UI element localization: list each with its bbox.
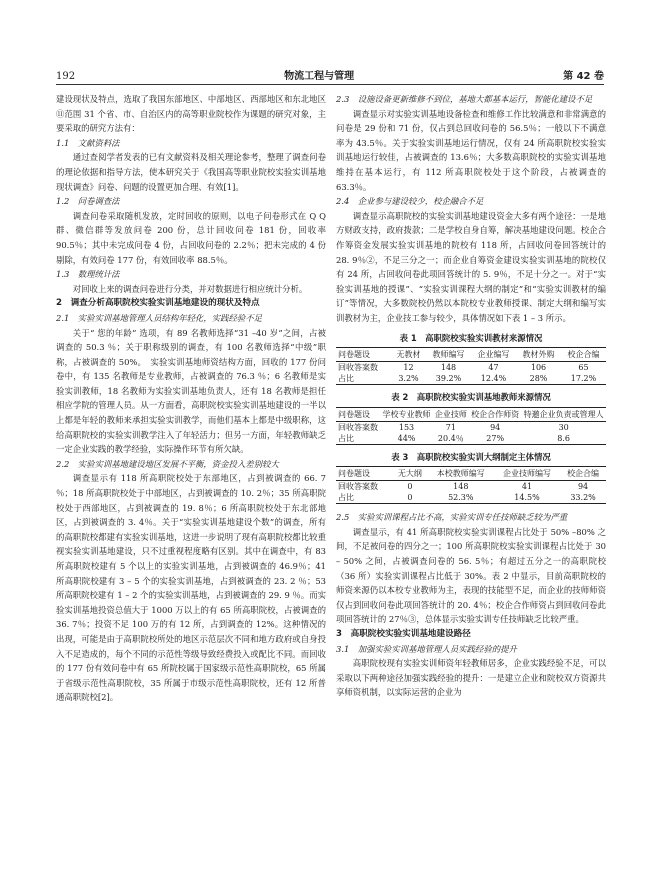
page-header bbox=[56, 66, 604, 85]
table-row bbox=[336, 373, 606, 385]
table-row bbox=[336, 433, 606, 445]
table-cell: 占比 bbox=[336, 373, 391, 385]
table-cell: 14.5% bbox=[494, 492, 560, 504]
table-header-cell: 学校专业教师 bbox=[380, 407, 432, 421]
subsection-heading: 1.3 数理统计法 bbox=[56, 269, 120, 280]
table-header-cell: 问卷题设 bbox=[336, 348, 391, 362]
table1 bbox=[336, 347, 606, 385]
table-cell: 52.3% bbox=[428, 492, 494, 504]
paragraph: 调查显示有 118 所高职院校处于东部地区，占到被调查的 66. 7 ％；18 所高职院校处于中部地区，占到被调查的 10. 2％；35 所高职院校处于西部地区，占到被调查的 19. 8％；6 所高职院校处于东北部地区，占到被调查的 3. 4％。关于“实验实训基地建设个数”的调查，所有的高职院校都建有实验实训基地，这进一步说明了现有高职院校都比较重视实验实训基地建设，只不过重视程度略有区别。其中在调查中，有 83 所高职院校建有 5 个以上的实验实训基地，占到被调查的 46.9％；41 所高职院校建有 3 – 5 个的实验实训基地，占到被调查的 23. 2 ％；53 所高职院校建有 1 – 2 个的实验实训基地，占到被调查的 29. 9 ％。而实验实训基地投资总值大于 1000 万以上的有 65 所高职院校，占被调查的 36. 7％；投资不足 100 万的有 12 所，占到调查的 12%。这种情况的出现，可能是由于高职院校所处的地区示范层次不同和地方政府或自身投入不足造成的，每个不同的示范性等级导致经费投入或配比不同。而回收的 177 份有效问卷中有 65 所院校属于国家级示范性高职院校，65 所属于省级示范性高职院校，35 所属于市级示范性高职院校，还有 12 所普通高职院校[2]。 bbox=[56, 473, 326, 703]
section-heading: 2 调查分析高职院校实验实训基地建设的现状及特点 bbox=[56, 298, 260, 309]
table-cell: 39.2% bbox=[426, 373, 471, 385]
table1-caption: 表 1 高职院校实验实训教材来源情况 bbox=[399, 332, 543, 343]
paragraph: 建设现状及特点，选取了我国东部地区、中部地区、西部地区和东北地区⑪范围 31 个省、市、自治区内的高等职业院校作为课题的研究对象，主要采取的研究方法有： bbox=[56, 94, 326, 134]
table-header-cell: 问卷题设 bbox=[336, 407, 380, 421]
table-cell: 17.2% bbox=[561, 373, 606, 385]
table-cell: 12 bbox=[403, 363, 414, 373]
table-cell: 占比 bbox=[336, 492, 392, 504]
table-cell: 30 bbox=[558, 422, 569, 432]
table-cell: 回收答案数 bbox=[338, 482, 378, 492]
table-header-cell: 企业编写 bbox=[471, 348, 516, 362]
paragraph: 调查显示高职院校的实验实训基地建设资金大多有两个途径：一是地方财政支持，政府拨款；二是学校自身自筹，解决基地建设问题。校企合作筹资金发展实验实训基地的院校有 118 所，占回收问卷回答统计的 28. 9％②，不足三分之一；而企业自筹资金建设实验实训基地的院校仅有 24 所，占回收问卷此项回答统计的 5. 9％，不足十分之一。对于“实验实训基地的授课”、“实验实训课程大纲的制定”和“实验实训教材的编订”等情况，大多数院校仍然以本院校专业教师授课、制定大纲和编写实训教材为主，企业技工参与较少，具体情况如下表 1 – 3 所示。 bbox=[336, 210, 606, 323]
paragraph: 调查问卷采取随机发放，定时回收的原则，以电子问卷形式在 Q Q 群、微信群等发放问卷 200 份，总计回收问卷 181 份，回收率 90.5％；其中未完成问卷 4 份，占回收问卷的 2.2％；把未完成的 4 份剔除，有效问卷 177 份，有效回收率 88.5％。 bbox=[56, 210, 326, 265]
table-header-cell: 特邀企业负责或管理人 bbox=[521, 407, 606, 421]
table-row bbox=[336, 421, 606, 433]
table-cell: 27% bbox=[469, 433, 521, 445]
paragraph: 对回收上来的调查问卷进行分类，并对数据进行相应统计分析。 bbox=[72, 283, 308, 294]
paragraph: 高职院校现有实验实训师资年轻教师居多，企业实践经验不足，可以采取以下两种途径加强实践经验的提升：一是建立企业和院校双方资源共享师资机制，以实际运营的企业为 bbox=[336, 658, 606, 698]
table-cell: 回收答案数 bbox=[338, 422, 378, 432]
table-header-cell: 校企合编 bbox=[560, 467, 606, 481]
table-cell: 148 bbox=[440, 363, 457, 373]
table-cell: 0 bbox=[407, 482, 413, 492]
table-cell: 148 bbox=[453, 482, 469, 492]
table-header-cell: 校企合编 bbox=[561, 348, 606, 362]
table-cell: 20.4％ bbox=[433, 433, 469, 445]
subsection-heading: 1.2 问卷调查法 bbox=[56, 196, 120, 207]
right-column-bottom bbox=[336, 510, 606, 700]
section-heading: 3 高职院校实验实训基地建设路径 bbox=[336, 629, 471, 640]
table-cell: 65 bbox=[578, 363, 589, 373]
paragraph: 调查显示对实验实训基地设备检查和维修工作比较满意和非常满意的问卷是 29 份和 71 份，仅占到总回收问卷的 56.5％；一般以下不满意率为 43.5％。关于实验实训基地运行情况，仅有 24 所高职院校实验实训基地运行较佳，占被调查的 13.6％；大多数高职院校的实验实训基地维持在基本运行，有 112 所高职院校处于这个阶段，占被调查的 63.3％。 bbox=[336, 108, 606, 192]
table-header-row bbox=[336, 348, 606, 362]
table2-caption: 表 2 高职院校实验实训基地教师来源情况 bbox=[391, 392, 551, 403]
subsection-heading: 1.1 文献资料法 bbox=[56, 137, 120, 148]
table-row bbox=[336, 492, 606, 504]
table3-caption: 表 3 高职院校实验实训大纲制定主体情况 bbox=[391, 451, 551, 462]
right-column bbox=[336, 92, 606, 700]
table-header-cell: 教师编写 bbox=[426, 348, 471, 362]
left-column bbox=[56, 92, 326, 705]
table-cell: 106 bbox=[530, 363, 547, 373]
paragraph: 调查显示，有 41 所高职院校实验实训课程占比处于 50% –80% 之间，不足被问卷的四分之一；100 所高职院校实验实训课程占比处于 30 – 50% 之间，占被调查问卷的 56. 5％；有超过五分之一的高职院校（36 所）实验实训课程占比低于 30%。表 2 中显示，目前高职院校的师资来源仍以本校专业教师为主，表现的技能型不足，而企业的技师师资仅占到回收问卷此项回答统计的 20. 4％；校企合作师资占到回收问卷此项回答统计的 27％③，总体显示实验实训专任技师缺乏比较严重。 bbox=[336, 526, 606, 625]
table-header-cell: 无教材 bbox=[391, 348, 426, 362]
table-cell: 12.4% bbox=[471, 373, 516, 385]
table-header-cell: 无大纲 bbox=[392, 467, 428, 481]
page-number: 192 bbox=[56, 71, 76, 82]
subsection-heading: 2.4 企业参与建设较少，校企融合不足 bbox=[336, 196, 484, 207]
table-cell: 94 bbox=[490, 422, 501, 432]
paragraph: 关于“ 您的年龄” 选项，有 89 名教师选择“31 –40 岁”之间，占被调查的 50.3 ％；关于职称级别的调查，有 100 名教师选择“中级”职称，占被调查的 50%。 实验实训基地师资结构方面，回收的 177 份问卷中，有 135 名教师是专业教师，占被调查的 76.3 ％；6 名教师是实验实训教师，18 名教师为实验实训基地负责人，还有 18 名教师是担任相应学院的管理人员。从一方面看，高职院校实验实训基地建设的一半以上都是年轻的教师来承担实验实训教学，而他们基本上都是中级职称，这给高职院校的实验实训教学注入了年轻活力；但另一方面，年轻教师缺乏一定企业实践的教学经验，实际操作环节有所欠缺。 bbox=[56, 327, 326, 455]
table-header-row bbox=[336, 407, 606, 421]
subsection-heading: 2.1 实验实训基地管理人员结构年轻化，实践经验不足 bbox=[56, 312, 262, 323]
table-cell: 占比 bbox=[336, 433, 380, 445]
table-cell: 94 bbox=[577, 482, 589, 492]
table3 bbox=[336, 466, 606, 504]
table-cell: 153 bbox=[398, 422, 415, 432]
table-cell: 33.2% bbox=[560, 492, 606, 504]
table-cell: 71 bbox=[445, 422, 456, 432]
paragraph: 通过查阅学者发表的已有文献资料及相关理论参考，整理了调查问卷的理论依据和指导方法，使本研究关于《我国高等职业院校实验实训基地现状调查》问卷、问题的设置更加合理、有效[1]。 bbox=[56, 152, 326, 192]
table-header-cell: 企业技师 bbox=[433, 407, 469, 421]
table-cell: 3.2% bbox=[391, 373, 426, 385]
subsection-heading: 2.2 实验实训基地建设地区发展不平衡，资金投入差别较大 bbox=[56, 458, 279, 469]
table-cell: 0 bbox=[392, 492, 428, 504]
table-header-cell: 企业技师编写 bbox=[494, 467, 560, 481]
table-cell: 28% bbox=[516, 373, 561, 385]
table-cell: 47 bbox=[488, 363, 499, 373]
table-header-cell: 教材外购 bbox=[516, 348, 561, 362]
table-row bbox=[336, 362, 606, 374]
table2 bbox=[336, 407, 606, 445]
table-cell: 41 bbox=[521, 482, 533, 492]
table-header-cell: 问卷题设 bbox=[336, 467, 392, 481]
table-header-cell: 本校教师编写 bbox=[428, 467, 494, 481]
subsection-heading: 3.1 加强实验实训基地管理人员实践经验的提升 bbox=[336, 643, 517, 654]
table-cell: 8.6 bbox=[521, 433, 606, 445]
subsection-heading: 2.5 实验实训课程占比不高，实验实训专任技师缺乏较为严重 bbox=[336, 512, 568, 523]
table-cell: 回收答案数 bbox=[338, 363, 378, 373]
table-header-row bbox=[336, 467, 606, 481]
table-header-cell: 校企合作师资 bbox=[469, 407, 521, 421]
right-column-top bbox=[336, 92, 606, 326]
table-cell: 44% bbox=[380, 433, 432, 445]
table-row bbox=[336, 481, 606, 493]
journal-title: 物流工程与管理 bbox=[284, 71, 355, 82]
subsection-heading: 2.3 设施设备更新维修不到位，基地大都基本运行，智能化建设不足 bbox=[336, 94, 593, 104]
volume-label: 第 42 卷 bbox=[563, 71, 604, 82]
